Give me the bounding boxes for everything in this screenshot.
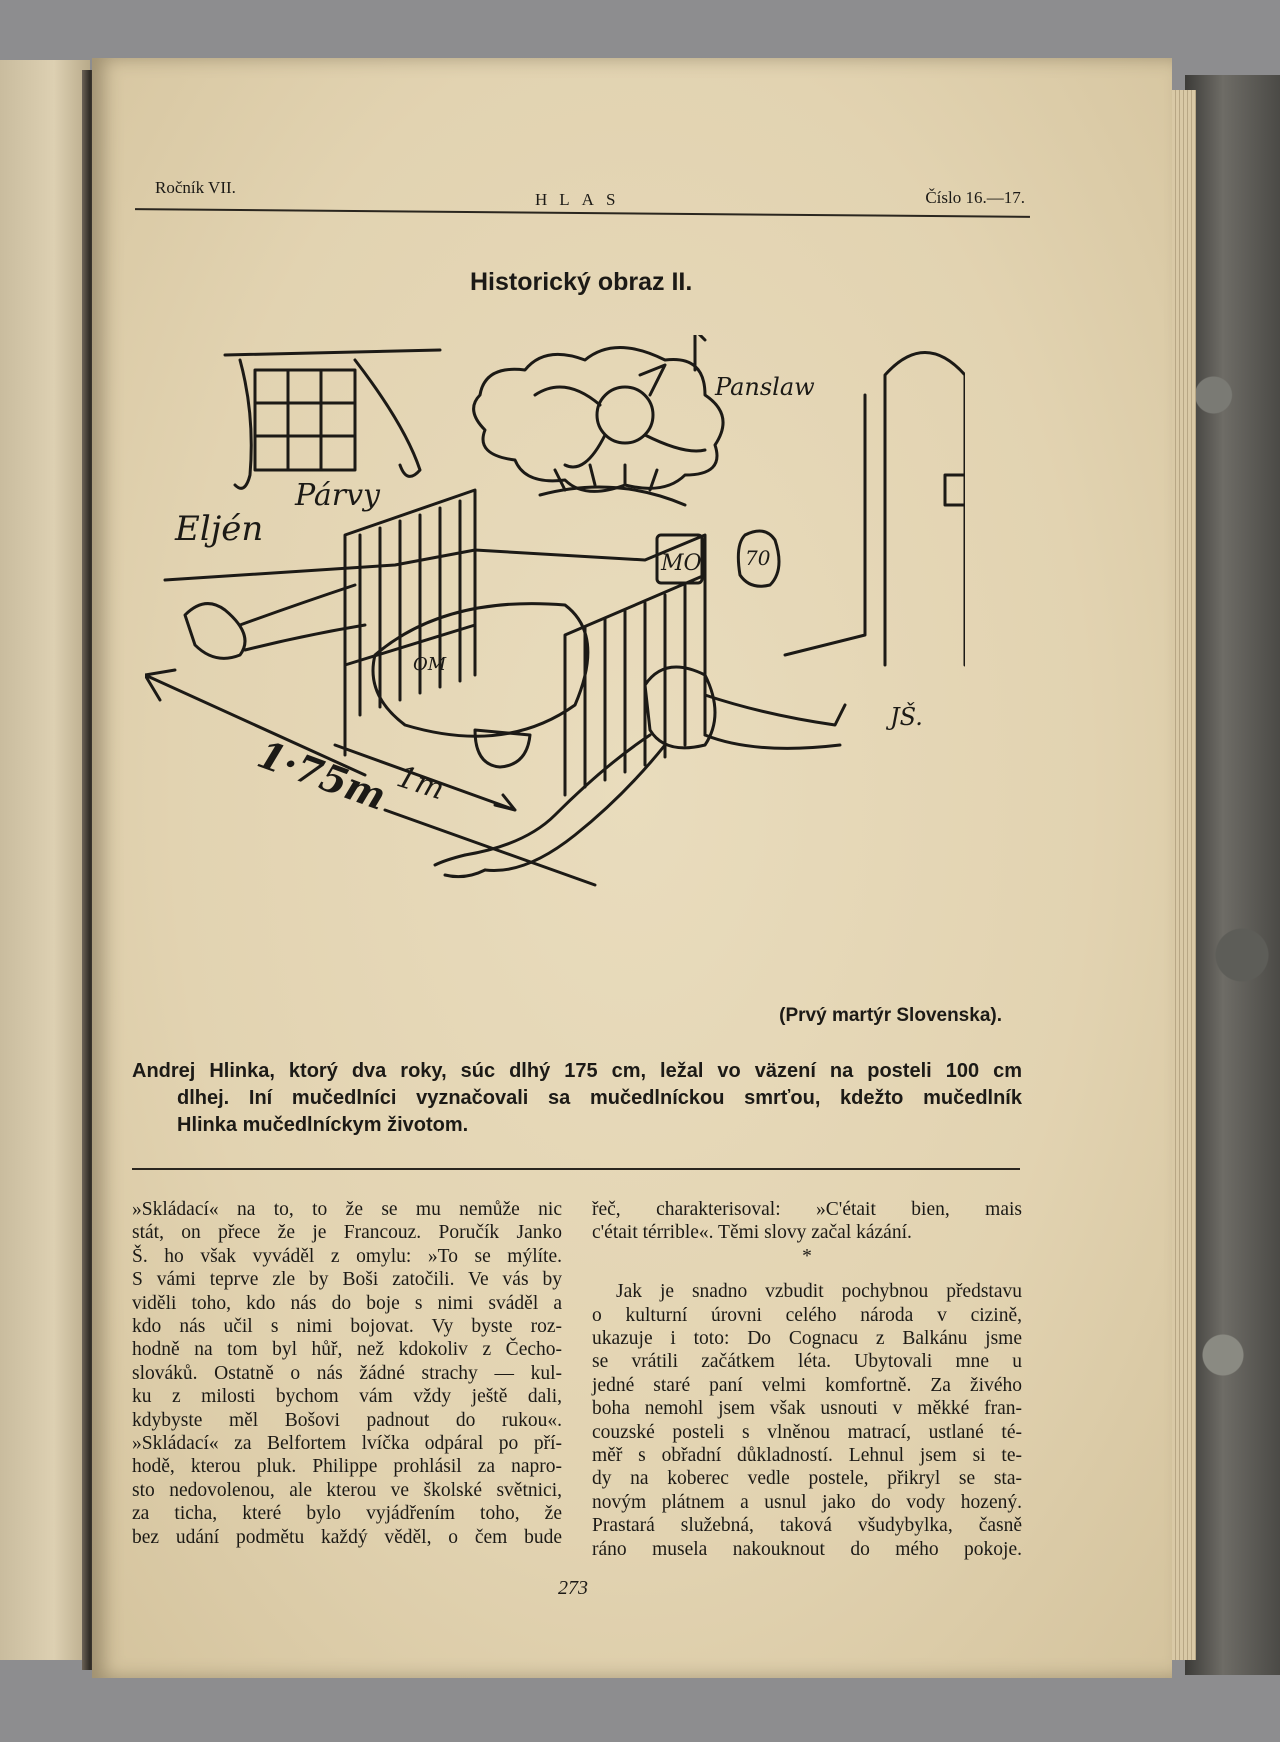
text-line: za ticha, které bylo vyjádřením toho, že [132, 1503, 562, 1525]
text-line: S vámi teprve zle by Boši zatočili. Ve vás by [132, 1269, 562, 1291]
issue-number: Číslo 16.—17. [925, 188, 1025, 207]
text-line: dy na koberec vedle postele, přikryl se sta- [592, 1468, 1022, 1490]
text-line: kdo nás učil s nimi bojovat. Vy byste roz- [132, 1316, 562, 1338]
label-eljen: Eljén [175, 509, 264, 549]
text-line: viděli toho, kdo nás do boje s nimi sváděl a [132, 1292, 562, 1314]
text-line: novým plátnem a usnul jako do vody hozený. [592, 1491, 1022, 1513]
page-number: 273 [558, 1577, 588, 1599]
label-parvy: Párvy [295, 478, 380, 513]
description-line: Andrej Hlinka, ktorý dva roky, súc dlhý 175 cm, ležal vo väzení na posteli 100 cm [132, 1060, 1022, 1082]
text-line: c'était térrible«. Těmi slovy začal kázání. [592, 1222, 912, 1244]
artist-signature: JŠ. [890, 703, 923, 731]
text-line: couzské posteli s vlněnou matrací, ustlané té- [592, 1421, 1022, 1443]
text-line: Jak je snadno vzbudit pochybnou představu [616, 1281, 1022, 1303]
text-line: »Skládací« za Belfortem lvíčka odpáral po pří- [132, 1433, 562, 1455]
facing-page-edge [0, 60, 90, 1660]
text-column-left [132, 1198, 562, 1549]
label-pot: MO [661, 551, 702, 576]
text-line: kdybyste měl Bošovi padnout do rukou«. [132, 1409, 562, 1431]
paragraph-gap [592, 1268, 1022, 1280]
text-line: ukazuje i toto: Do Cognacu z Balkánu jsme [592, 1328, 1022, 1350]
text-line: slováků. Ostatně o nás žádné strachy — kul- [132, 1362, 562, 1384]
journal-title: HLAS [535, 190, 628, 209]
text-column-right [592, 1198, 1022, 1561]
text-line: o kulturní úrovni celého národa v cizině, [592, 1304, 1022, 1326]
text-line: bez udání podmětu každý věděl, o čem bude [132, 1526, 562, 1548]
section-rule [132, 1168, 1020, 1170]
text-line: Š. ho však vyváděl z omylu: »To se mýlíte. [132, 1245, 562, 1267]
text-line: měř s obřadní důkladností. Lehnul jsem si te- [592, 1445, 1022, 1467]
description-line: Hlinka mučedlníckym životom. [177, 1114, 469, 1136]
label-jug: 70 [745, 546, 771, 570]
label-length-person: 1·75m [251, 731, 393, 819]
text-line: boha nemohl jsem však usnouti v měkké fran- [592, 1398, 1022, 1420]
text-line: sto nedovolenou, ale kterou ve školské světnici, [132, 1479, 562, 1501]
text-line: Prastará služebná, taková všudybylka, časně [592, 1515, 1022, 1537]
text-line: se vrátili začátkem léta. Ubytovali mne u [592, 1351, 1022, 1373]
illustration-caption: (Prvý martýr Slovenska). [779, 1005, 1002, 1026]
description-block [132, 1058, 1022, 1139]
cartoon-illustration [145, 335, 965, 995]
text-line: ku z milosti bychom vám vždy ještě dali, [132, 1386, 562, 1408]
label-bed-mark: OM [413, 654, 447, 675]
volume-label: Ročník VII. [155, 178, 236, 197]
article-title: Historický obraz II. [470, 268, 693, 296]
description-line: dlhej. Iní mučedlníci vyznačovali sa mučedlníckou smrťou, kdežto mučedlník [177, 1087, 1022, 1109]
section-separator: * [802, 1245, 812, 1267]
text-line: ráno musela nakouknout do mého pokoje. [592, 1538, 1022, 1560]
text-line: stát, on přece že je Francouz. Poručík Janko [132, 1222, 562, 1244]
marbled-cover [1185, 75, 1280, 1675]
text-line: »Skládací« na to, to že se mu nemůže nic [132, 1199, 562, 1220]
text-line: hodně na tom byl hůř, než kdokoliv z Čecho- [132, 1339, 562, 1361]
text-line: jedné staré paní velmi komfortně. Za živého [592, 1374, 1022, 1396]
label-panslav: Panslaw [715, 373, 815, 401]
text-line: řeč, charakterisoval: »C'était bien, mais [592, 1199, 1022, 1220]
text-line: hodě, kterou pluk. Philippe prohlásil za napro- [132, 1456, 562, 1478]
label-length-bed: 1m [392, 759, 449, 808]
